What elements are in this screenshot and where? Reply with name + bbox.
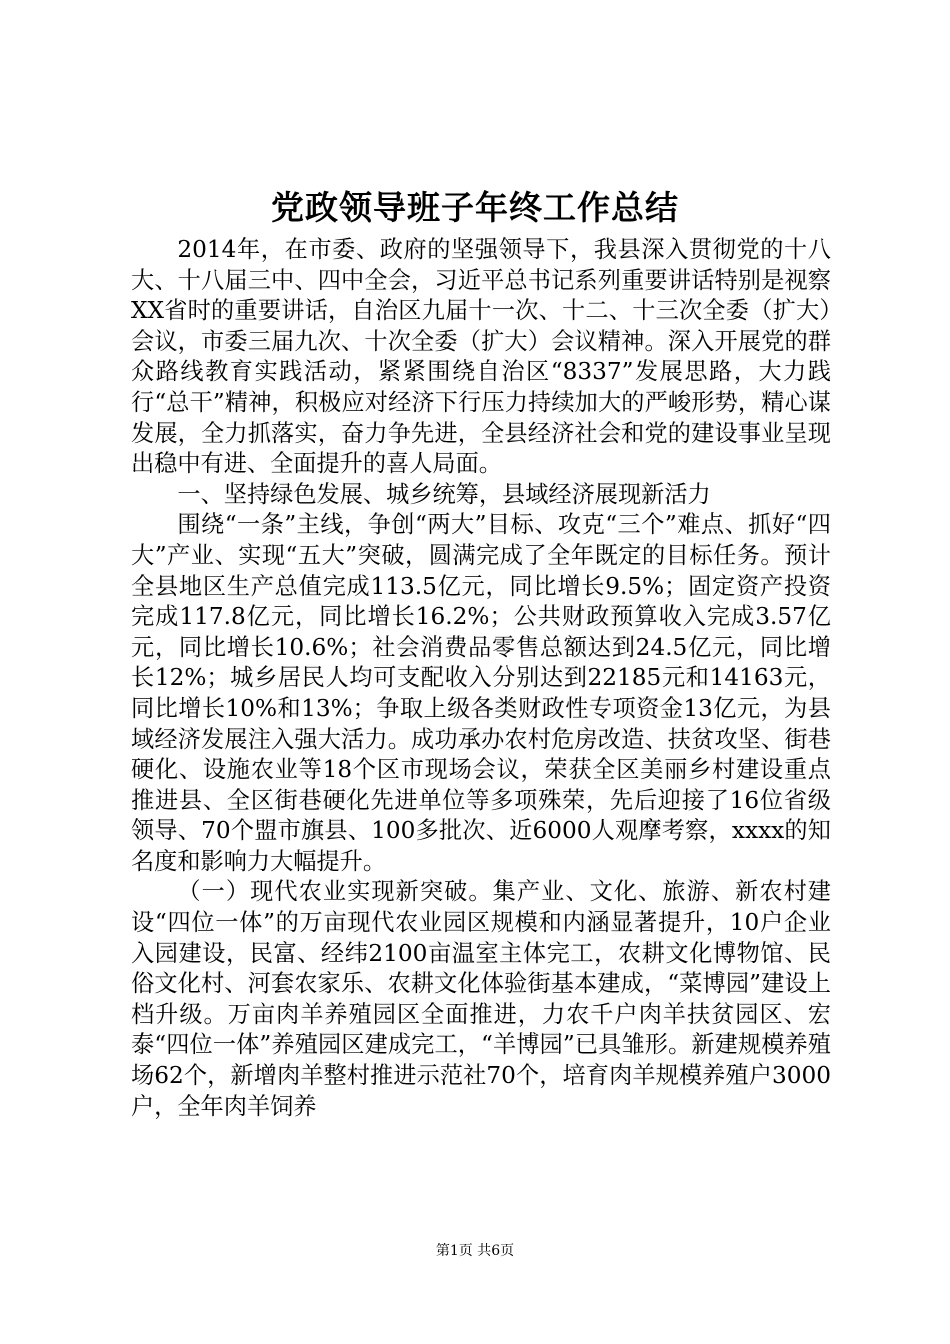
section-heading: 一、坚持绿色发展、城乡统筹，县域经济展现新活力: [177, 480, 711, 508]
paragraph-agriculture: （一）现代农业实现新突破。集产业、文化、旅游、新农村建设“四位一体”的万亩现代农业园区规模和内涵显著提升，10户企业入园建设，民富、经纬2100亩温室主体完工，农耕文化博物馆、民俗文化村、河套农家乐、农耕文化体验街基本建成，“菜博园”建设上档升级。万亩肉羊养殖园区全面推进，力农千户肉羊扶贫园区、宏泰“四位一体”养殖园区建成完工，“羊博园”已具雏形。新建规模养殖场62个，新增肉羊整村推进示范社70个，培育肉羊规模养殖户3000户，全年肉羊饲养: [131, 878, 831, 1120]
document-title: 党政领导班子年终工作总结: [271, 188, 679, 227]
page-footer: 第1页 共6页: [435, 1243, 515, 1259]
paragraph-intro: 2014年，在市委、政府的坚强领导下，我县深入贯彻党的十八大、十八届三中、四中全会，习近平总书记系列重要讲话特别是视察XX省时的重要讲话，自治区九届十一次、十二、十三次全委（扩大）会议，市委三届九次、十次全委（扩大）会议精神。深入开展党的群众路线教育实践活动，紧紧围绕自治区“8337”发展思路，大力践行“总干”精神，积极应对经济下行压力持续加大的严峻形势，精心谋发展，全力抓落实，奋力争先进，全县经济社会和党的建设事业呈现出稳中有进、全面提升的喜人局面。: [131, 236, 831, 478]
paragraph-economy: 围绕“一条”主线，争创“两大”目标、攻克“三个”难点、抓好“四大”产业、实现“五大”突破，圆满完成了全年既定的目标任务。预计全县地区生产总值完成113.5亿元，同比增长9.5%；固定资产投资完成117.8亿元，同比增长16.2%；公共财政预算收入完成3.57亿元，同比增长10.6%；社会消费品零售总额达到24.5亿元，同比增长12%；城乡居民人均可支配收入分别达到22185元和14163元，同比增长10%和13%；争取上级各类财政性专项资金13亿元，为县域经济发展注入强大活力。成功承办农村危房改造、扶贫攻坚、街巷硬化、设施农业等18个区市现场会议，荣获全区美丽乡村建设重点推进县、全区街巷硬化先进单位等多项殊荣，先后迎接了16位省级领导、70个盟市旗县、100多批次、近6000人观摩考察，xxxx的知名度和影响力大幅提升。: [131, 511, 831, 875]
document-body: [131, 235, 831, 1122]
